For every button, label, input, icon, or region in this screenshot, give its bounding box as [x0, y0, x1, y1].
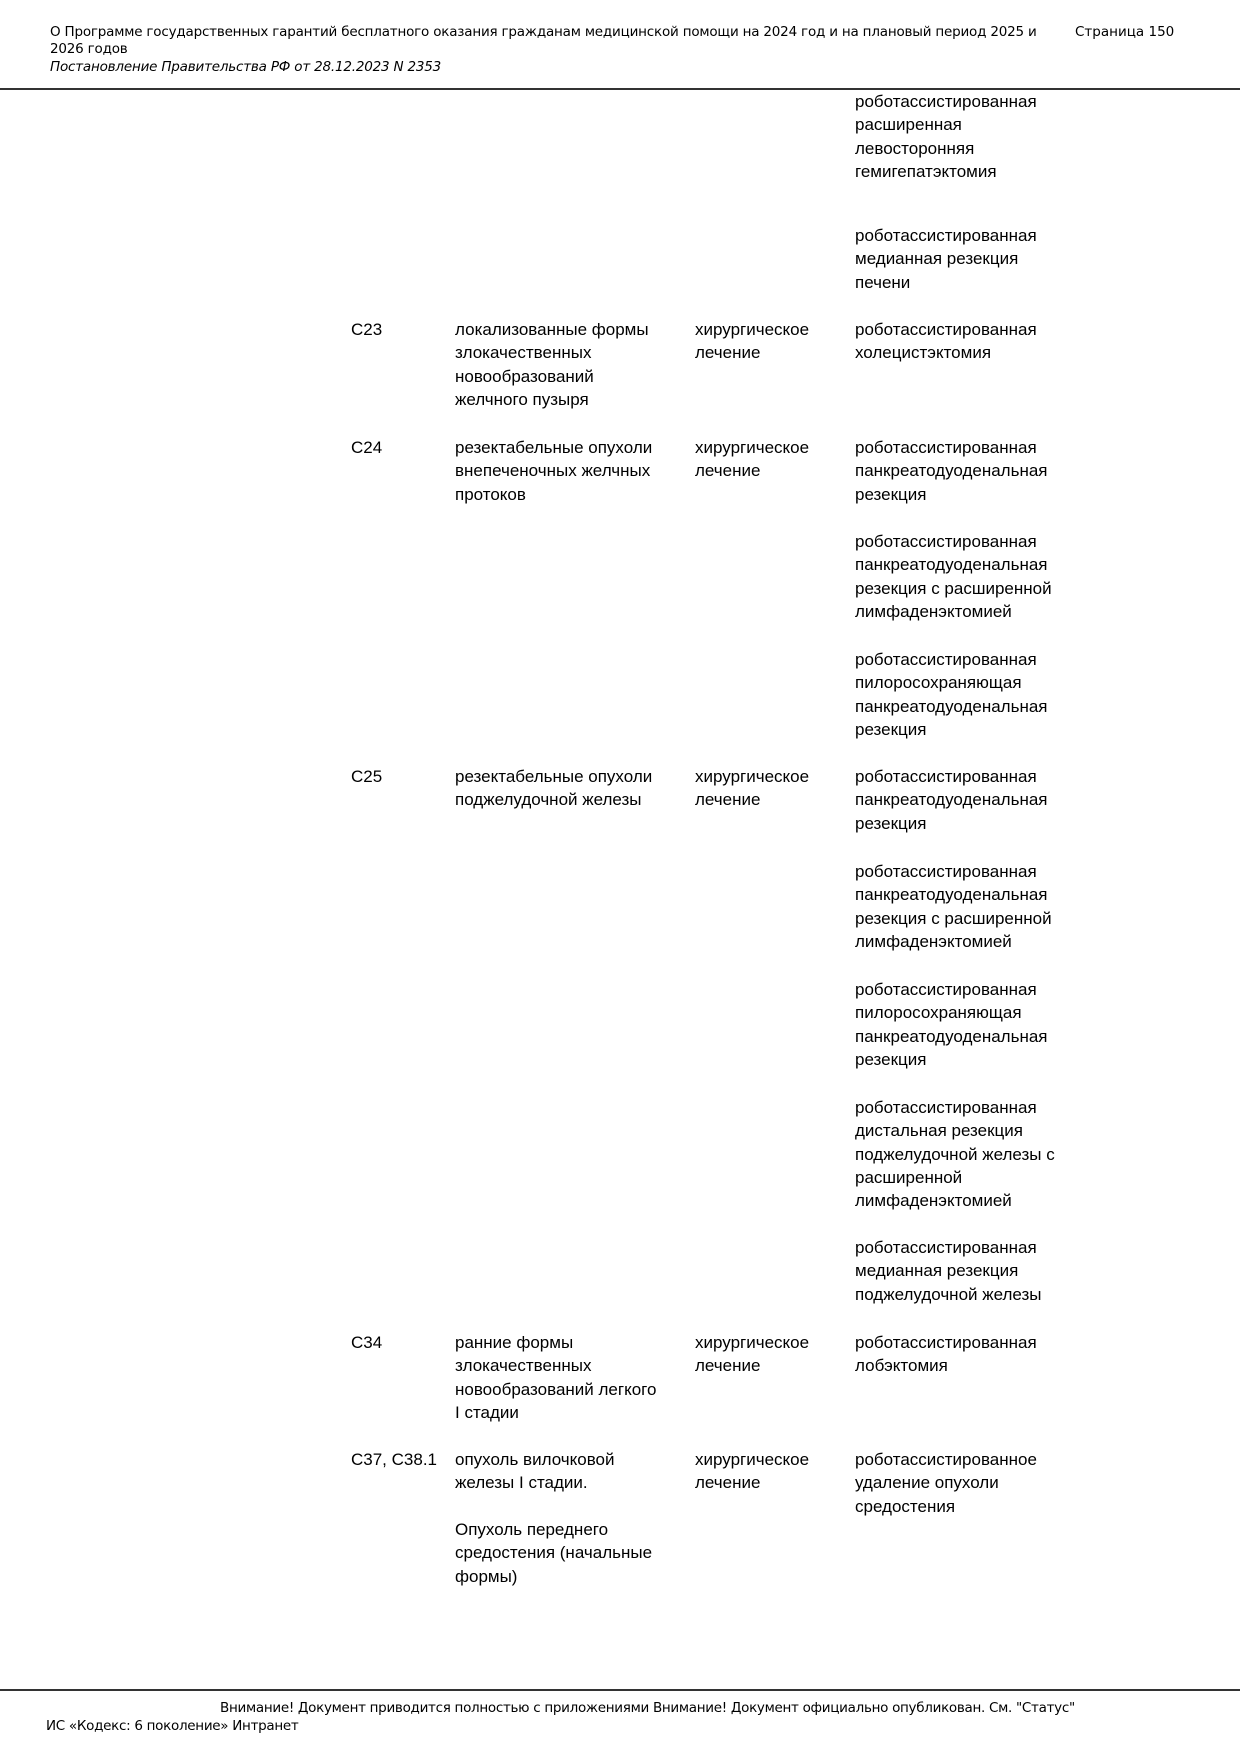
method-cell: роботассистированное удаление опухоли средостения — [855, 1450, 1037, 1516]
method-cell: роботассистированная лобэктомия — [855, 1333, 1037, 1376]
diagnosis-cell-extra: Опухоль переднего средостения (начальные формы) — [455, 1520, 653, 1586]
code-cell: C37, C38.1 — [351, 1450, 437, 1469]
code-cell: C25 — [351, 767, 383, 786]
treatment-cell: хирургическое лечение — [695, 1333, 810, 1376]
method-cell: роботассистированная расширенная левосторонняя гемигепатэктомия — [855, 92, 1037, 181]
treatment-cell: хирургическое лечение — [695, 320, 810, 363]
footer-divider — [0, 1689, 1240, 1691]
method-cell: роботассистированная пилоросохраняющая панкреатодуоденальная резекция — [855, 980, 1048, 1069]
diagnosis-cell: локализованные формы злокачественных новообразований желчного пузыря — [455, 320, 649, 409]
page-number: Страница 150 — [1075, 24, 1175, 40]
method-cell: роботассистированная медианная резекция поджелудочной железы — [855, 1238, 1042, 1304]
code-cell: C24 — [351, 438, 383, 457]
diagnosis-cell: резектабельные опухоли внепеченочных желчных протоков — [455, 438, 653, 504]
diagnosis-cell: резектабельные опухоли поджелудочной железы — [455, 767, 653, 810]
diagnosis-cell: опухоль вилочковой железы I стадии. — [455, 1450, 615, 1493]
document-title: О Программе государственных гарантий бесплатного оказания гражданам медицинской помощи на 2024 год и на плановый период 2025 и 2026 годов — [50, 24, 1037, 57]
treatment-cell: хирургическое лечение — [695, 1450, 810, 1493]
method-cell: роботассистированная панкреатодуоденальная резекция — [855, 438, 1048, 504]
method-cell: роботассистированная панкреатодуоденальная резекция — [855, 767, 1048, 833]
header-divider — [0, 88, 1240, 90]
method-cell: роботассистированная холецистэктомия — [855, 320, 1037, 363]
method-cell: роботассистированная медианная резекция печени — [855, 226, 1037, 292]
method-cell: роботассистированная дистальная резекция поджелудочной железы с расширенной лимфаденэктомией — [855, 1098, 1055, 1211]
treatment-cell: хирургическое лечение — [695, 438, 810, 481]
method-cell: роботассистированная панкреатодуоденальная резекция с расширенной лимфаденэктомией — [855, 862, 1052, 951]
code-cell: C34 — [351, 1333, 383, 1352]
document-subtitle: Постановление Правительства РФ от 28.12.2023 N 2353 — [50, 59, 442, 75]
treatment-cell: хирургическое лечение — [695, 767, 810, 810]
method-cell: роботассистированная панкреатодуоденальная резекция с расширенной лимфаденэктомией — [855, 532, 1052, 621]
code-cell: C23 — [351, 320, 383, 339]
method-cell: роботассистированная пилоросохраняющая панкреатодуоденальная резекция — [855, 650, 1048, 739]
footer-warning: Внимание! Документ приводится полностью с приложениями Внимание! Документ официально опубликован. См. "Статус" — [220, 1700, 1075, 1716]
diagnosis-cell: ранние формы злокачественных новообразований легкого I стадии — [455, 1333, 657, 1422]
footer-system: ИС «Кодекс: 6 поколение» Интранет — [46, 1718, 299, 1734]
